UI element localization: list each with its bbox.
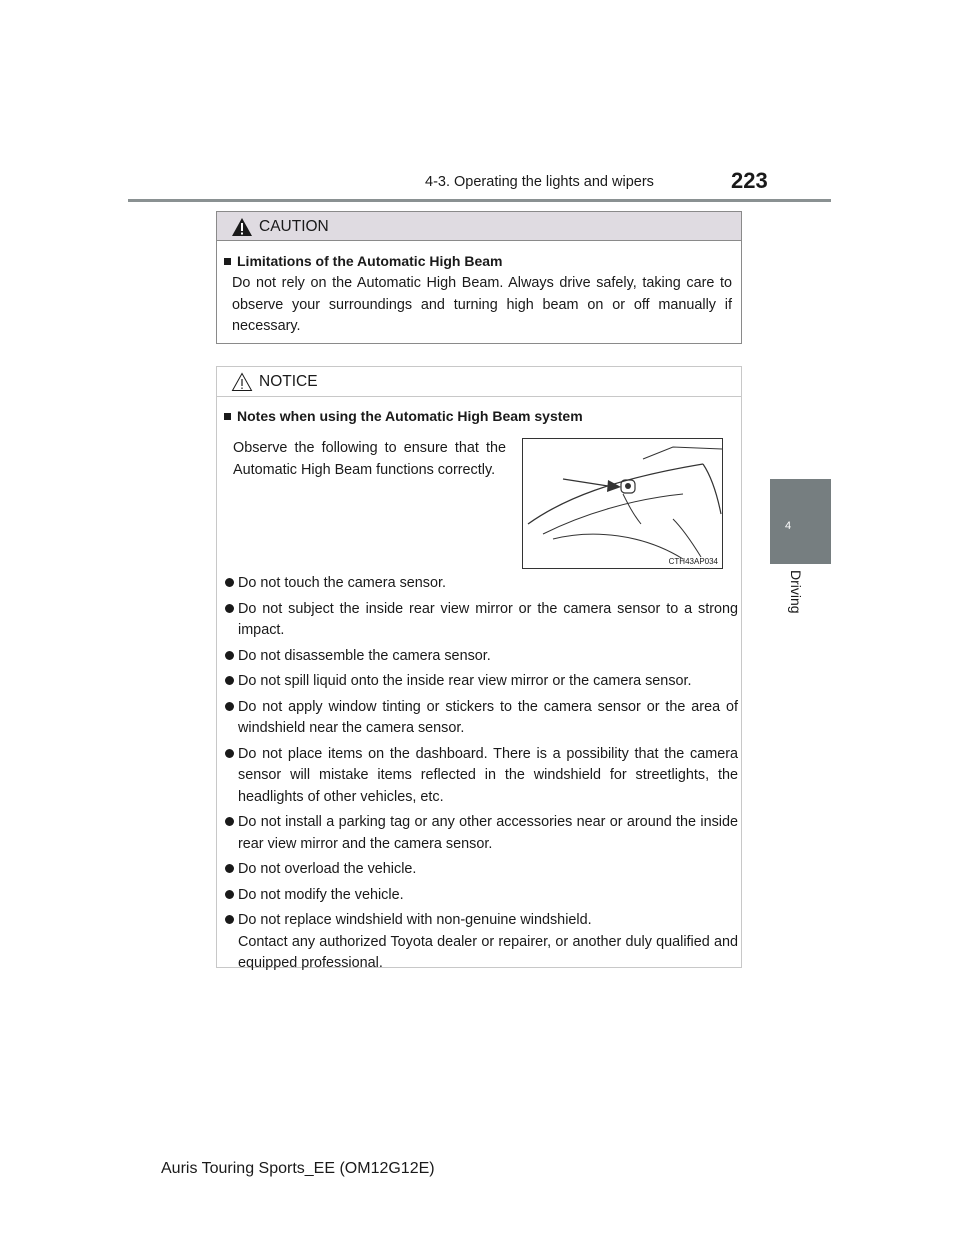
notice-item-title: [224, 408, 583, 424]
list-item-text: Do not subject the inside rear view mirror or the camera sensor to a strong impact.: [238, 600, 738, 638]
bullet-dot-icon: [225, 749, 234, 758]
list-item-text: Do not spill liquid onto the inside rear view mirror or the camera sensor.: [238, 673, 692, 689]
bullet-dot-icon: [225, 890, 234, 899]
caution-item-title: [224, 253, 503, 269]
list-item: [222, 599, 738, 642]
bullet-dot-icon: [225, 676, 234, 685]
list-item: [222, 671, 738, 693]
warning-triangle-outline-icon: [231, 372, 253, 392]
list-item-text: Do not apply window tinting or stickers to the camera sensor or the area of windshield near the camera sensor.: [238, 698, 738, 736]
warning-triangle-icon: [231, 217, 253, 237]
list-item-text: Do not disassemble the camera sensor.: [238, 647, 491, 664]
list-item-text: Do not modify the vehicle.: [238, 886, 404, 903]
bullet-dot-icon: [225, 864, 234, 873]
bullet-dot-icon: [225, 578, 234, 587]
header-divider: [128, 199, 831, 202]
bullet-dot-icon: [225, 817, 234, 826]
list-item: [222, 744, 738, 809]
caution-title: CAUTION: [259, 218, 329, 235]
square-bullet-icon: [224, 413, 231, 420]
camera-sensor-illustration: [522, 438, 723, 569]
square-bullet-icon: [224, 258, 231, 265]
list-item: [222, 885, 738, 907]
chapter-label-text: Driving: [788, 570, 804, 614]
notice-bullet-list: [222, 573, 738, 979]
bullet-dot-icon: [225, 702, 234, 711]
list-item: [222, 910, 738, 932]
chapter-label: [790, 570, 804, 630]
list-item-text: Do not overload the vehicle.: [238, 861, 417, 877]
bullet-dot-icon: [225, 651, 234, 660]
section-title: 4-3. Operating the lights and wipers: [425, 174, 654, 190]
list-item-continuation: [222, 932, 738, 975]
list-item: [222, 812, 738, 855]
bullet-dot-icon: [225, 604, 234, 613]
caution-item-title-text: Limitations of the Automatic High Beam: [237, 253, 503, 269]
footer-model: Auris Touring Sports_EE (OM12G12E): [161, 1160, 435, 1177]
list-item: [222, 573, 738, 595]
caution-item-text: Do not rely on the Automatic High Beam. Always drive safely, taking care to observe your surroundings and turning high beam on or off manually if necessary.: [232, 275, 732, 334]
notice-item-title-text: Notes when using the Automatic High Beam system: [237, 408, 583, 424]
notice-header: [217, 367, 741, 397]
windshield-drawing: [523, 439, 722, 568]
list-item-text: Contact any authorized Toyota dealer or repairer, or another duly qualified and equipped professional.: [238, 933, 738, 971]
notice-title: NOTICE: [259, 373, 318, 390]
illustration-code: CTH43AP034: [668, 557, 718, 566]
list-item-text: Do not install a parking tag or any other accessories near or around the inside rear view mirror and the camera sensor.: [238, 814, 738, 852]
list-item-text: Do not touch the camera sensor.: [238, 575, 446, 591]
list-item: [222, 646, 738, 668]
list-item: [222, 697, 738, 740]
bullet-dot-icon: [225, 915, 234, 924]
list-item-text: Do not place items on the dashboard. There is a possibility that the camera sensor will mistake items reflected in the windshield for streetlights, the headlights of other vehicles, etc.: [238, 745, 738, 805]
chapter-number: 4: [784, 520, 792, 532]
notice-intro: Observe the following to ensure that the Automatic High Beam functions correctly.: [233, 440, 506, 478]
list-item-text: Do not replace windshield with non-genuine windshield.: [238, 912, 592, 928]
caution-header: [217, 212, 741, 241]
page-number: 223: [731, 168, 768, 193]
list-item: [222, 859, 738, 881]
